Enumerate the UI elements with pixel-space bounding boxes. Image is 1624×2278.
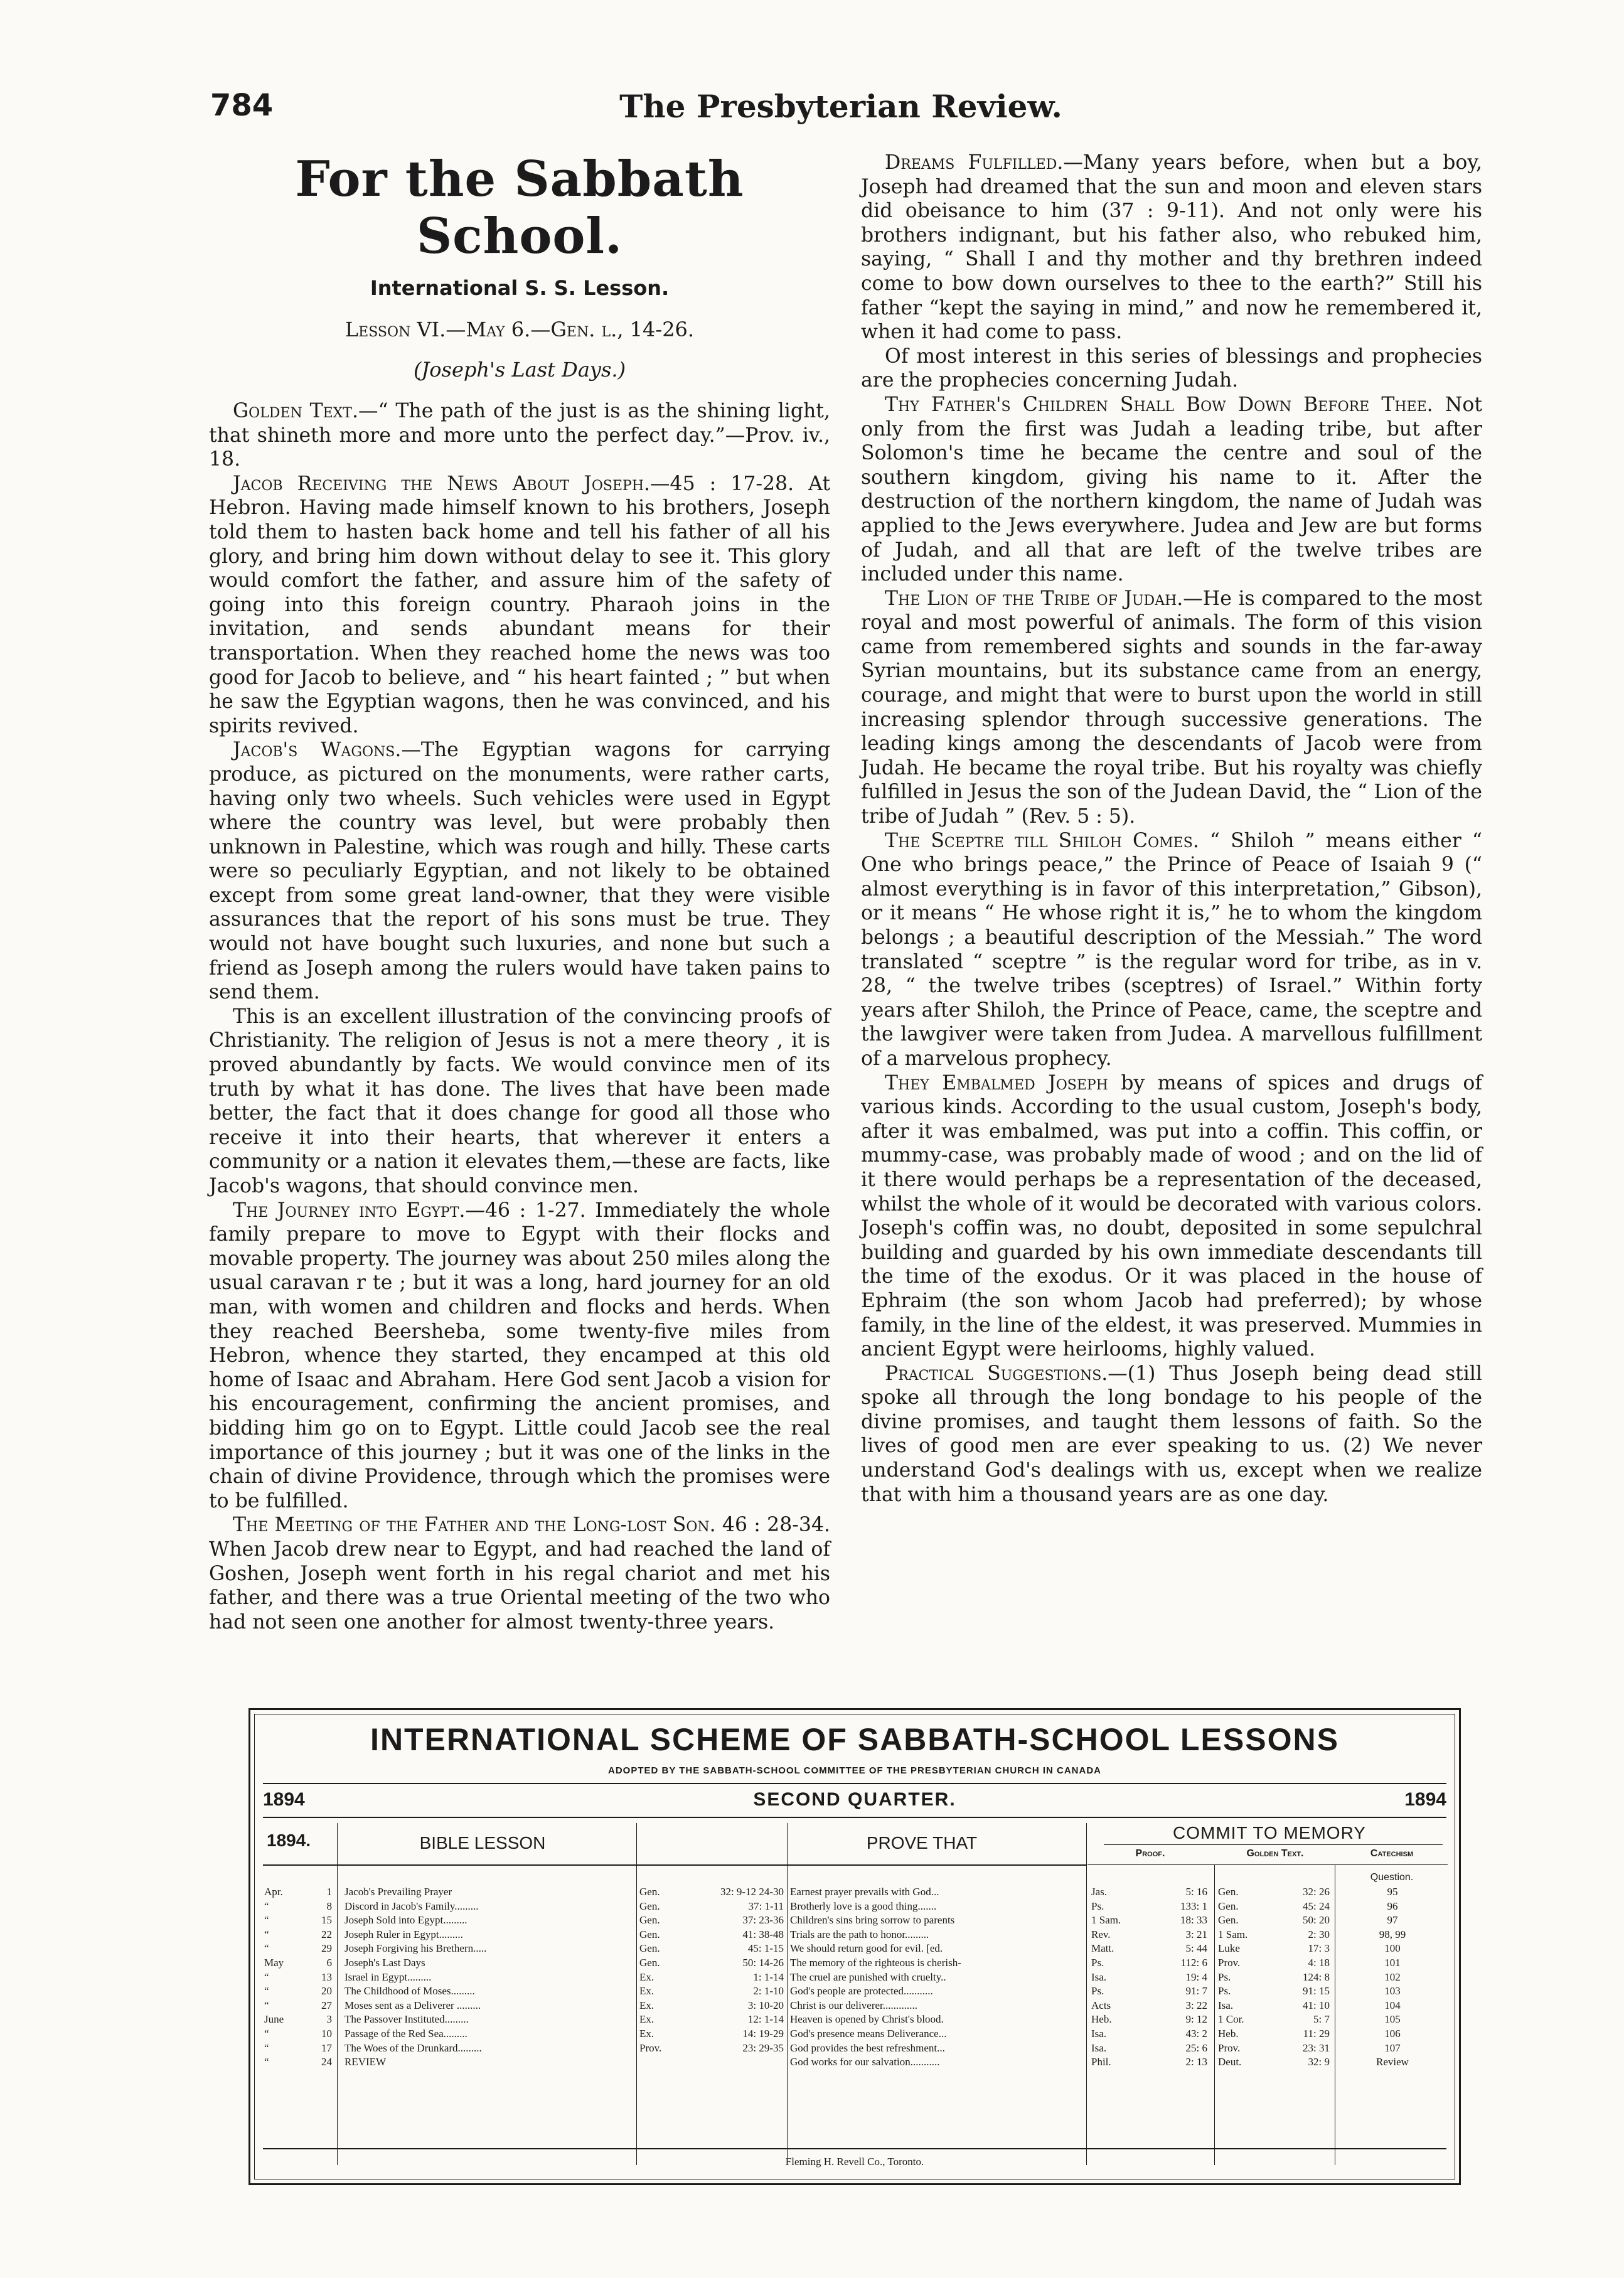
cell-book: Ex. [639, 1971, 654, 1983]
cell-pbook: Jas. [1091, 1886, 1108, 1898]
paragraph-lead: The Lion of the Tribe of Judah. [885, 587, 1183, 610]
cell-pref: 133: 1 [1180, 1900, 1207, 1912]
cell-ref: 41: 38-48 [742, 1928, 784, 1940]
cell-cat: 105 [1384, 2013, 1401, 2026]
table-row [263, 1914, 1448, 1928]
paragraph-text: —The Egyptian wagons for carrying produce, as pictured on the monuments, were rather carts, having only two wheels. Such vehicles were used in Egypt where the country was level, but were probably then unknown in Palestine, which was rough and hilly. These carts were so peculiarly Egyptian, and not likely to be obtained except from some great land-owner, that they were visible assurances that the report of his sons must be true. They would not have bought such luxuries, and none but such a friend as Joseph among the rulers would have taken pains to send them. [209, 739, 830, 1004]
cell-month: May [264, 1956, 284, 1969]
paragraph-text: Of most interest in this series of blessings and prophecies are the prophecies concerning Judah. [861, 345, 1482, 392]
divider [263, 2148, 1446, 2149]
paragraph [861, 829, 1482, 1071]
table-row [263, 2056, 1448, 2070]
quarter-year-right: 1894 [1404, 1789, 1446, 1810]
cell-title: The Woes of the Drunkard......... [345, 2041, 482, 2054]
cell-cat: 97 [1387, 1914, 1398, 1927]
cell-month: “ [264, 1900, 269, 1912]
cell-pbook: Ps. [1091, 1985, 1104, 1997]
header-proof: Proof. [1135, 1848, 1165, 1859]
paragraph-lead: The Sceptre till Shiloh Comes. [885, 829, 1199, 852]
paragraph-lead: The Journey into Egypt. [233, 1199, 466, 1222]
table-row [263, 2042, 1448, 2056]
paragraph-text: by means of spices and drugs of various kinds. According to the usual custom, Joseph's body, after it was embalmed, was put into a coffin. This coffin, or mummy-case, was probably made of wood ; and on the lid of it there would perhaps be a representation of the deceased, whilst the whole of it would be decorated with various colors. Joseph's coffin was, no doubt, deposited in some sepulchral building and guarded by his own immediate descendants till the time of the exodus. Or it was placed in the house of Ephraim (the son whom Jacob had preferred); by whose family, in the line of the eldest, it was preserved. Mummies in ancient Egypt were heirlooms, highly valued. [861, 1071, 1483, 1361]
cell-month: “ [264, 1942, 269, 1955]
cell-ref: 23: 29-35 [742, 2041, 784, 2054]
cell-gbook: Isa. [1218, 1999, 1234, 2011]
paragraph [861, 393, 1482, 587]
paragraph [209, 1005, 830, 1199]
cell-gref: 124: 8 [1303, 1971, 1330, 1983]
lesson-grid [263, 1823, 1448, 2165]
cell-month: June [264, 2013, 284, 2026]
cell-month: “ [264, 1928, 269, 1940]
cell-book: Gen. [639, 1928, 660, 1940]
cell-title: Joseph's Last Days [345, 1956, 425, 1969]
page-number: 784 [210, 88, 274, 123]
cell-ref: 3: 10-20 [747, 1999, 784, 2011]
cell-title: Joseph Ruler in Egypt......... [345, 1928, 463, 1940]
cell-month: “ [264, 1999, 269, 2011]
cell-ref: 2: 1-10 [753, 1985, 784, 1997]
left-column-text [209, 399, 830, 1634]
paragraph-text: This is an excellent illustration of the convincing proofs of Christianity. The religion of Jesus is not a mere theory , it is proved abundantly by facts. We would convince men of its truth by what it has done. The lives that have been made better, the fact that it does change for good all those who receive it into their hearts, that wherever it enters a community or a nation it elevates them,—these are facts, like Jacob's wagons, that should convince men. [209, 1005, 830, 1197]
cell-title: Passage of the Red Sea......... [345, 2027, 467, 2040]
cell-pbook: Heb. [1091, 2013, 1112, 2026]
cell-pref: 18: 33 [1180, 1914, 1207, 1927]
header-rule [263, 1864, 1086, 1866]
lesson-series: International S. S. Lesson. [370, 276, 670, 300]
cell-prove: God's people are protected........... [790, 1985, 933, 1997]
cell-cat: 101 [1384, 1956, 1401, 1969]
paragraph [861, 1071, 1482, 1362]
cell-prove: Heaven is opened by Christ's blood. [790, 2013, 944, 2026]
cell-day: 27 [321, 1999, 332, 2011]
cell-cat: 106 [1384, 2027, 1401, 2040]
cell-gbook: Prov. [1218, 2041, 1241, 2054]
cell-prove: God provides the best refreshment... [790, 2041, 945, 2054]
cell-book: Ex. [639, 1999, 654, 2011]
cell-pbook: 1 Sam. [1091, 1914, 1121, 1927]
paragraph-text: —(1) Thus Joseph being dead still spoke all through the long bondage to his people of the divine promises, and taught them lessons of faith. So the lives of good men are ever speaking to us. (2) We never understand God's dealings with us, except when we realize that with him a thousand years are as one day. [861, 1362, 1482, 1506]
paragraph-text: —Many years before, when but a boy, Joseph had dreamed that the sun and moon and eleven stars did obeisance to him (37 : 9-11). And not only were his brothers indignant, but his father also, who rebuked him, saying, “ Shall I and thy mother and thy brethren indeed come to bow down ourselves to thee to the earth?” Still his father “kept the saying in mind,” and now he remembered it, when it had come to pass. [861, 151, 1482, 344]
quarter-title: SECOND QUARTER. [753, 1789, 956, 1810]
cell-prove: Children's sins bring sorrow to parents [790, 1914, 955, 1927]
paragraph [861, 151, 1482, 345]
cell-gbook: Heb. [1218, 2027, 1239, 2040]
lesson-rows [263, 1886, 1448, 2070]
cell-cat: 95 [1387, 1886, 1398, 1898]
table-row [263, 1985, 1448, 1999]
header-golden-text: Golden Text. [1246, 1848, 1304, 1859]
cell-month: “ [264, 2041, 269, 2054]
cell-gbook: Gen. [1218, 1914, 1239, 1927]
cell-gbook: Gen. [1218, 1886, 1239, 1898]
cell-title: The Passover Instituted......... [345, 2013, 469, 2026]
paragraph [209, 472, 830, 739]
cell-cat: 107 [1384, 2041, 1401, 2054]
cell-month: “ [264, 2056, 269, 2068]
right-column-text [861, 151, 1482, 1507]
quarter-row [263, 1785, 1446, 1813]
cell-book: Gen. [639, 1942, 660, 1955]
cell-title: Jacob's Prevailing Prayer [345, 1886, 452, 1898]
cell-title: REVIEW [345, 2056, 387, 2068]
paragraph [209, 399, 830, 472]
cell-book: Ex. [639, 1985, 654, 1997]
cell-title: Israel in Egypt......... [345, 1971, 432, 1983]
cell-book: Gen. [639, 1886, 660, 1898]
paragraph-lead: Practical Suggestions. [885, 1362, 1108, 1385]
cell-book: Gen. [639, 1900, 660, 1912]
cell-title: The Childhood of Moses......... [345, 1985, 475, 1997]
cell-gref: 11: 29 [1303, 2027, 1330, 2040]
cell-pbook: Matt. [1091, 1942, 1114, 1955]
cell-ref: 12: 1-14 [747, 2013, 784, 2026]
table-row [263, 1971, 1448, 1986]
paragraph-text: “ Shiloh ” means either “ One who brings peace,” the Prince of Peace of Isaiah 9 (“ almost everything is in favor of this interpretation,” Gibson), or it means “ He whose right it is,” he to whom the kingdom belongs ; a beautiful description of the Messiah.” The word translated “ sceptre ” is the regular word for tribe, as in v. 28, “ the twelve tribes (sceptres) of Israel.” Within forty years after Shiloh, the Prince of Peace, came, the sceptre and the lawgiver were taken from Judea. A marvellous fulfillment of a marvelous prophecy. [861, 829, 1482, 1070]
paragraph-text: —45 : 17-28. At Hebron. Having made himself known to his brothers, Joseph told them to hasten back home and tell his father of all his glory, and bring him down without delay to see it. This glory would comfort the father, and assure him of the safety of going into this foreign country. Pharaoh joins in the invitation, and sends abundant means for their transportation. When they reached home the news was too good for Jacob to believe, and “ his heart fainted ; ” but when he saw the Egyptian wagons, then he was convinced, and his spirits revived. [209, 472, 830, 737]
header-year: 1894. [267, 1831, 311, 1850]
cell-pbook: Isa. [1091, 1971, 1107, 1983]
cell-gref: 4: 18 [1308, 1956, 1330, 1969]
cell-gbook: Ps. [1218, 1971, 1231, 1983]
cell-pref: 3: 22 [1185, 1999, 1207, 2011]
cell-book: Gen. [639, 1914, 660, 1927]
cell-pbook: Rev. [1091, 1928, 1111, 1940]
paragraph-lead: The Meeting of the Father and the Long-lost Son. [233, 1514, 716, 1537]
cell-day: 20 [321, 1985, 332, 1997]
cell-gref: 32: 26 [1303, 1886, 1330, 1898]
scheme-adopted-note: ADOPTED BY THE SABBATH-SCHOOL COMMITTEE OF THE PRESBYTERIAN CHURCH IN CANADA [607, 1765, 1102, 1776]
cell-day: 24 [321, 2056, 332, 2068]
cell-title: Joseph Sold into Egypt......... [345, 1914, 467, 1927]
quarter-year-left: 1894 [263, 1789, 305, 1810]
scheme-title: INTERNATIONAL SCHEME OF SABBATH-SCHOOL LESSONS [370, 1722, 1339, 1757]
cell-ref: 14: 19-29 [742, 2027, 784, 2040]
cell-ref: 1: 1-14 [753, 1971, 784, 1983]
cell-title: Discord in Jacob's Family......... [345, 1900, 479, 1912]
cell-day: 8 [326, 1900, 332, 1912]
cell-ref: 50: 14-26 [742, 1956, 784, 1969]
cell-gref: 50: 20 [1303, 1914, 1330, 1927]
cell-day: 10 [321, 2027, 332, 2040]
printer-credit: Fleming H. Revell Co., Toronto. [785, 2156, 924, 2168]
header-rule [1104, 1844, 1443, 1845]
cell-prove: Christ is our deliverer............. [790, 1999, 918, 2011]
paragraph [209, 1513, 830, 1634]
right-column [861, 151, 1482, 1507]
cell-pref: 25: 6 [1185, 2041, 1207, 2054]
cell-day: 6 [326, 1956, 332, 1969]
paragraph-lead: Dreams Fulfilled. [885, 151, 1064, 174]
paragraph-lead: Thy Father's Children Shall Bow Down Before Thee. [885, 393, 1433, 416]
cell-day: 15 [321, 1914, 332, 1927]
cell-pref: 19: 4 [1185, 1971, 1207, 1983]
cell-ref: 32: 9-12 24-30 [720, 1886, 784, 1898]
cell-book: Ex. [639, 2027, 654, 2040]
running-head [210, 88, 1472, 132]
cell-cat: 102 [1384, 1971, 1401, 1983]
cell-pbook: Acts [1091, 1999, 1111, 2011]
cell-gref: 5: 7 [1313, 2013, 1330, 2026]
paragraph-lead: Jacob Receiving the News About Joseph. [233, 472, 651, 495]
header-catechism: Catechism [1370, 1848, 1414, 1859]
cell-pref: 112: 6 [1180, 1956, 1207, 1969]
cell-gref: 91: 15 [1303, 1985, 1330, 1997]
cell-pref: 43: 2 [1185, 2027, 1207, 2040]
cell-month: “ [264, 2027, 269, 2040]
cell-book: Prov. [639, 2041, 662, 2054]
cell-pbook: Isa. [1091, 2027, 1107, 2040]
cell-gbook: 1 Cor. [1218, 2013, 1244, 2026]
cell-pbook: Phil. [1091, 2056, 1111, 2068]
paragraph-text: —46 : 1-27. Immediately the whole family prepare to move to Egypt with their flocks and movable property. The journey was about 250 miles along the usual caravan r te ; but it was a long, hard journey for an old man, with women and children and flocks and herds. When they reached Beersheba, some twenty-five miles from Hebron, whence they started, they encamped at this old home of Isaac and Abraham. Here God sent Jacob a vision for his encouragement, confirming the ancient promises, and bidding him go on to Egypt. Little could Jacob see the real importance of this journey ; but it was one of the links in the chain of divine Providence, through which the promises were to be fulfilled. [209, 1199, 830, 1512]
cell-gref: 41: 10 [1303, 1999, 1330, 2011]
paragraph [861, 345, 1482, 393]
paragraph-lead: They Embalmed Joseph [885, 1071, 1108, 1094]
cell-gbook: Gen. [1218, 1900, 1239, 1912]
cell-prove: Trials are the path to honor......... [790, 1928, 929, 1940]
table-row [263, 2028, 1448, 2042]
cell-gref: 17: 3 [1308, 1942, 1330, 1955]
paragraph-text: “ The path of the just is as the shining light, that shineth more and more unto the perfect day.”—Prov. iv., 18. [209, 400, 830, 471]
header-question: Question. [1370, 1872, 1414, 1883]
paragraph [209, 1199, 830, 1514]
header-commit-to-memory: COMMIT TO MEMORY [1173, 1823, 1366, 1842]
cell-month: Apr. [264, 1886, 283, 1898]
journal-title: The Presbyterian Review. [619, 88, 1062, 125]
paragraph [209, 738, 830, 1005]
cell-title: Joseph Forgiving his Brethern..... [345, 1942, 487, 1955]
cell-gref: 2: 30 [1308, 1928, 1330, 1940]
cell-month: “ [264, 1985, 269, 1997]
paragraph-text: 46 : 28-34. When Jacob drew near to Egypt, and had reached the land of Goshen, Joseph went forth in his regal chariot and met his father, and there was a true Oriental meeting of the two who had not seen one another for almost twenty-three years. [209, 1514, 830, 1634]
cell-gref: 45: 24 [1303, 1900, 1330, 1912]
paragraph-lead: Golden Text.— [233, 400, 378, 422]
cell-gbook: Deut. [1218, 2056, 1242, 2068]
cell-gbook: 1 Sam. [1218, 1928, 1248, 1940]
cell-prove: We should return good for evil. [ed. [790, 1942, 943, 1955]
cell-gbook: Prov. [1218, 1956, 1241, 1969]
cell-ref: 45: 1-15 [747, 1942, 784, 1955]
paragraph-text: Not only from the first was Judah a leading tribe, but after Solomon's time he became the centre and soul of the southern kingdom, giving his name to it. After the destruction of the northern kingdom, the name of Judah was applied to the Jews everywhere. Judea and Jew are but forms of Judah, and all that are left of the twelve tribes are included under this name. [861, 393, 1482, 586]
paragraph-lead: Jacob's Wagons. [233, 739, 402, 762]
cell-day: 3 [326, 2013, 332, 2026]
header-rule [1087, 1864, 1448, 1865]
left-column [209, 151, 830, 1634]
divider [263, 1783, 1446, 1784]
paragraph [861, 1362, 1482, 1507]
cell-pbook: Ps. [1091, 1956, 1104, 1969]
cell-pbook: Ps. [1091, 1900, 1104, 1912]
lesson-title: (Joseph's Last Days.) [413, 358, 626, 382]
cell-prove: God works for our salvation........... [790, 2056, 940, 2068]
cell-pref: 91: 7 [1185, 1985, 1207, 1997]
cell-pbook: Isa. [1091, 2041, 1107, 2054]
cell-day: 29 [321, 1942, 332, 1955]
cell-book: Gen. [639, 1956, 660, 1969]
cell-cat: 104 [1384, 1999, 1401, 2011]
table-row [263, 1999, 1448, 2014]
cell-book: Ex. [639, 2013, 654, 2026]
cell-gbook: Luke [1218, 1942, 1240, 1955]
section-title: For the Sabbath School. [295, 151, 744, 265]
cell-day: 17 [321, 2041, 332, 2054]
cell-ref: 37: 23-36 [742, 1914, 784, 1927]
cell-prove: Brotherly love is a good thing....... [790, 1900, 937, 1912]
cell-prove: The memory of the righteous is cherish- [790, 1956, 961, 1969]
cell-cat: 98, 99 [1379, 1928, 1406, 1940]
cell-pref: 5: 16 [1185, 1886, 1207, 1898]
table-row [263, 1942, 1448, 1957]
cell-cat: 100 [1384, 1942, 1401, 1955]
cell-title: Moses sent as a Deliverer ......... [345, 1999, 481, 2011]
cell-day: 22 [321, 1928, 332, 1940]
cell-gref: 23: 31 [1303, 2041, 1330, 2054]
cell-day: 13 [321, 1971, 332, 1983]
lesson-scheme-table [248, 1708, 1461, 2185]
cell-gbook: Ps. [1218, 1985, 1231, 1997]
cell-ref: 37: 1-11 [748, 1900, 784, 1912]
table-row [263, 1928, 1448, 1943]
cell-prove: God's presence means Deliverance... [790, 2027, 947, 2040]
lesson-reference: Lesson VI.—May 6.—Gen. l., 14-26. [345, 318, 695, 341]
cell-prove: Earnest prayer prevails with God... [790, 1886, 939, 1898]
cell-cat: 96 [1387, 1900, 1398, 1912]
cell-cat: Review [1376, 2056, 1409, 2068]
table-row [263, 1957, 1448, 1971]
table-row [263, 1900, 1448, 1915]
cell-prove: The cruel are punished with cruelty.. [790, 1971, 946, 1983]
cell-pref: 9: 12 [1185, 2013, 1207, 2026]
cell-gref: 32: 9 [1308, 2056, 1330, 2068]
divider [263, 1817, 1446, 1818]
table-row [263, 1886, 1448, 1900]
header-prove-that: PROVE THAT [866, 1833, 978, 1853]
cell-cat: 103 [1384, 1985, 1401, 1997]
paragraph-text: —He is compared to the most royal and most powerful of animals. The form of this vision came from remembered sights and sounds in the far-away Syrian mountains, but its substance came from an energy, courage, and might that were to burst upon the world in still increasing splendor through successive generations. The leading kings among the descendants of Jacob were from Judah. He became the royal tribe. But his royalty was chiefly fulfilled in Jesus the son of the Judean David, the “ Lion of the tribe of Judah ” (Rev. 5 : 5). [861, 587, 1482, 828]
header-bible-lesson: BIBLE LESSON [419, 1833, 546, 1853]
cell-day: 1 [326, 1886, 332, 1898]
cell-month: “ [264, 1914, 269, 1927]
cell-pref: 3: 21 [1185, 1928, 1207, 1940]
paragraph [861, 587, 1482, 829]
cell-pref: 5: 44 [1185, 1942, 1207, 1955]
cell-pref: 2: 13 [1185, 2056, 1207, 2068]
table-row [263, 2013, 1448, 2028]
cell-month: “ [264, 1971, 269, 1983]
